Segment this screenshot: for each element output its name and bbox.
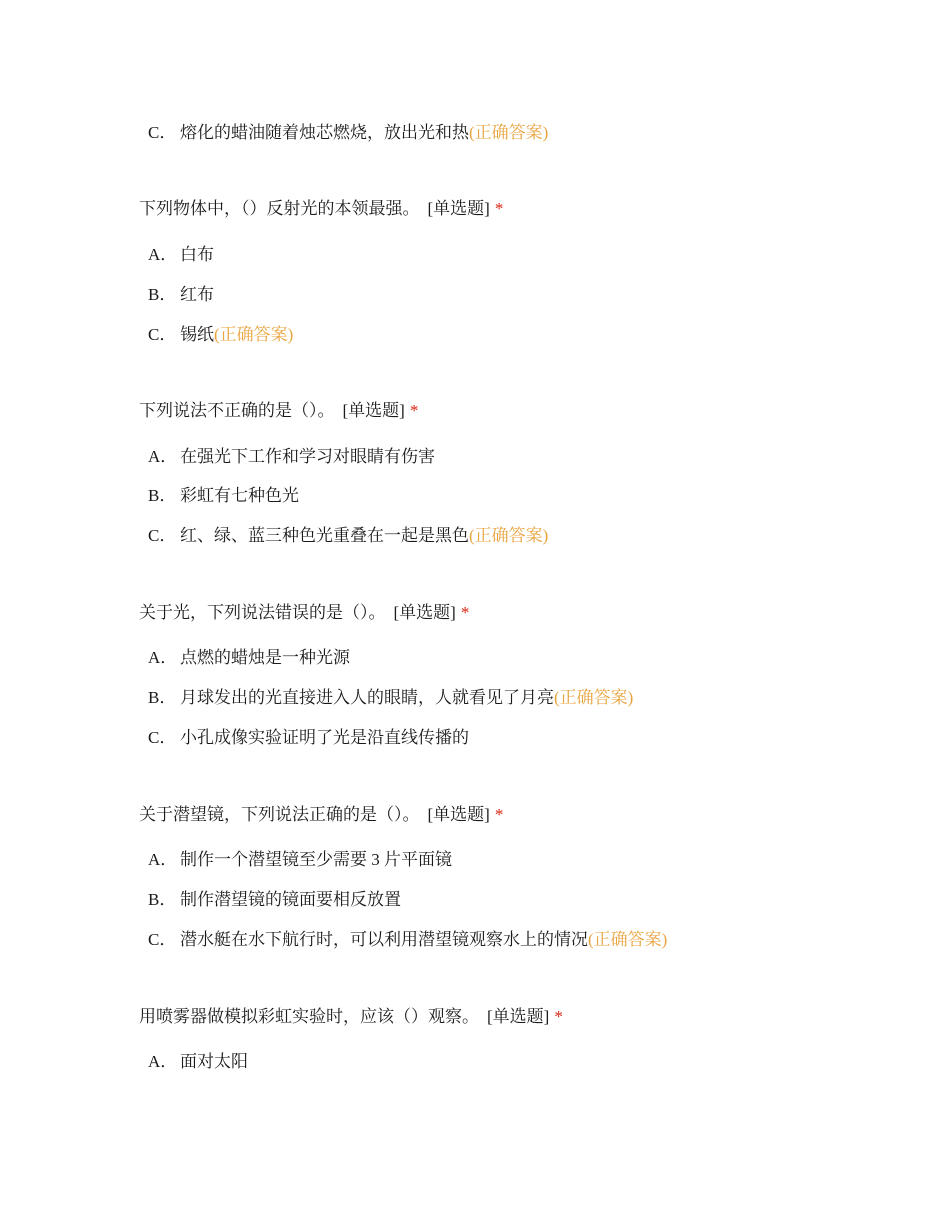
question-type: [单选题] (487, 1007, 550, 1026)
question-title (139, 399, 418, 423)
required-mark: * (494, 805, 504, 824)
correct-answer-marker: (正确答案) (554, 688, 634, 707)
option-letter: C． (148, 325, 177, 344)
option-text: 红、绿、蓝三种色光重叠在一起是黑色 (180, 526, 469, 545)
option-text: 点燃的蜡烛是一种光源 (180, 648, 350, 667)
option-text: 熔化的蜡油随着烛芯燃烧，放出光和热 (180, 123, 469, 142)
option-text: 锡纸 (180, 325, 214, 344)
option-letter: B． (148, 688, 177, 707)
option-c (148, 928, 667, 952)
question-text: 用喷雾器做模拟彩虹实验时，应该（）观察。 (139, 1007, 479, 1026)
option-a (148, 848, 452, 872)
question-text: 下列物体中，（）反射光的本领最强。 (139, 199, 420, 218)
required-mark: * (494, 199, 504, 218)
option-letter: C． (148, 123, 177, 142)
option-letter: C． (148, 728, 177, 747)
option-letter: B． (148, 285, 177, 304)
option-text: 潜水艇在水下航行时，可以利用潜望镜观察水上的情况 (180, 930, 588, 949)
option-text: 面对太阳 (180, 1052, 248, 1071)
option-c (148, 726, 469, 750)
option-a (148, 1050, 248, 1074)
option-c (148, 121, 548, 145)
option-b (148, 283, 214, 307)
correct-answer-marker: (正确答案) (588, 930, 668, 949)
question-type: [单选题] (427, 199, 490, 218)
question-title (139, 601, 469, 625)
option-letter: A． (148, 850, 178, 869)
option-text: 在强光下工作和学习对眼睛有伤害 (180, 447, 435, 466)
option-text: 彩虹有七种色光 (180, 486, 299, 505)
option-text: 制作潜望镜的镜面要相反放置 (180, 890, 401, 909)
option-letter: C． (148, 526, 177, 545)
correct-answer-marker: (正确答案) (214, 325, 294, 344)
option-text: 白布 (180, 245, 214, 264)
option-letter: A． (148, 245, 178, 264)
question-type: [单选题] (427, 805, 490, 824)
option-b (148, 888, 401, 912)
option-letter: A． (148, 648, 178, 667)
option-text: 小孔成像实验证明了光是沿直线传播的 (180, 728, 469, 747)
option-b (148, 686, 633, 710)
option-text: 月球发出的光直接进入人的眼睛，人就看见了月亮 (180, 688, 554, 707)
correct-answer-marker: (正确答案) (469, 526, 549, 545)
question-text: 下列说法不正确的是（）。 (139, 401, 335, 420)
required-mark: * (554, 1007, 563, 1026)
option-c (148, 524, 548, 548)
question-title (139, 803, 503, 827)
question-type: [单选题] (393, 603, 456, 622)
question-title (139, 197, 503, 221)
option-a (148, 646, 350, 670)
option-letter: B． (148, 890, 177, 909)
option-letter: B． (148, 486, 177, 505)
question-type: [单选题] (342, 401, 405, 420)
required-mark: * (409, 401, 419, 420)
option-text: 红布 (180, 285, 214, 304)
option-letter: A． (148, 1052, 178, 1071)
question-text: 关于潜望镜，下列说法正确的是（）。 (139, 805, 420, 824)
option-a (148, 445, 435, 469)
option-a (148, 243, 214, 267)
option-text: 制作一个潜望镜至少需要 3 片平面镜 (180, 850, 452, 869)
correct-answer-marker: (正确答案) (469, 123, 549, 142)
question-text: 关于光，下列说法错误的是（）。 (139, 603, 386, 622)
option-c (148, 323, 293, 347)
required-mark: * (460, 603, 470, 622)
option-b (148, 484, 299, 508)
option-letter: C． (148, 930, 177, 949)
question-title (139, 1005, 563, 1029)
option-letter: A． (148, 447, 178, 466)
